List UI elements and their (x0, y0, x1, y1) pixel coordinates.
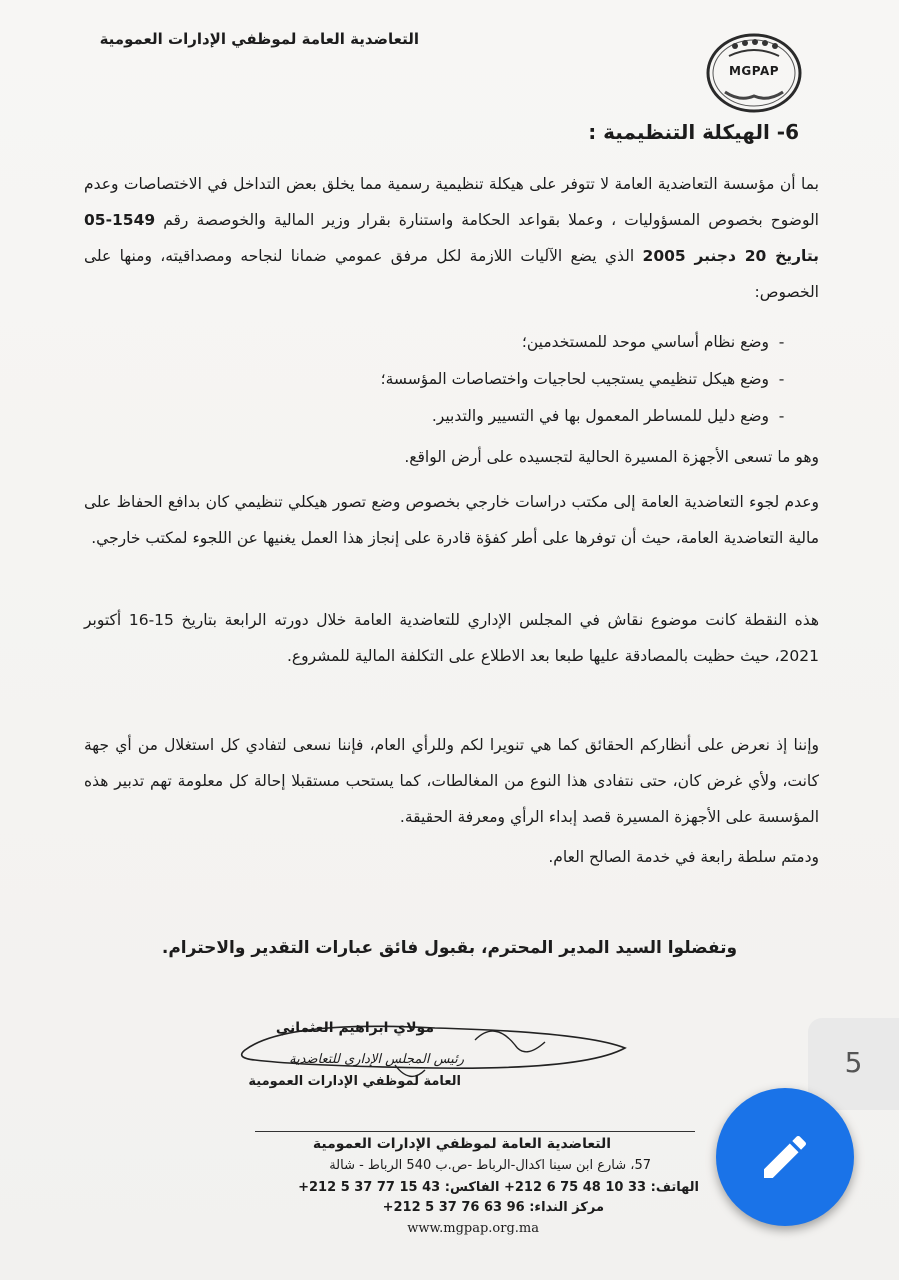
bullet-dash: - (778, 333, 785, 351)
signatory-role-line1: رئيس المجلس الإداري للتعاضدية (289, 1052, 464, 1067)
paragraph-fourth-power: ودمتم سلطة رابعة في خدمة الصالح العام. (548, 848, 819, 866)
signatory-name: مولاي ابراهيم العثماني (275, 1020, 434, 1036)
edit-button[interactable] (716, 1088, 854, 1226)
list-item (194, 324, 794, 361)
logo-text: MGPAP (728, 64, 780, 78)
footer-divider (255, 1131, 695, 1132)
bullet-dash: - (778, 370, 785, 388)
paragraph-board-meeting: هذه النقطة كانت موضوع نقاش في المجلس الإداري للتعاضدية العامة خلال دورته الرابعة بتاريخ 15-16 أكتوبر 2021، حيث حظيت بالمصادقة عليها طبعا بعد الاطلاع على التكلفة المالية للمشروع. (84, 611, 819, 665)
list-item (194, 398, 794, 435)
list-item (194, 361, 794, 398)
bullet-dash: - (778, 407, 785, 425)
bullet-text: وضع دليل للمساطر المعمول بها في التسيير والتدبير. (431, 407, 769, 425)
paragraph-external-office: وعدم لجوء التعاضدية العامة إلى مكتب دراسات خارجي بخصوص وضع تصور هيكلي تنظيمي كان بدافع الحفاظ على مالية التعاضدية العامة، حيث أن توفرها على أطر كفؤة قادرة على إنجاز هذا العمل يغنيها عن اللجوء لمكتب خارجي. (84, 493, 819, 547)
footer-org: التعاضدية العامة لموظفي الإدارات العمومية (312, 1136, 611, 1152)
footer-address: 57، شارع ابن سينا اكدال-الرباط -ص.ب 540 الرباط - شالة (329, 1158, 651, 1173)
pencil-icon (757, 1129, 813, 1185)
paragraph-intro-part1: بما أن مؤسسة التعاضدية العامة لا تتوفر على هيكلة تنظيمية رسمية مما يخلق بعض التداخل في الاختصاصات وعدم الوضوح بخصوص المسؤوليات ، وعملا بقواعد الحكامة واستنارة بقرار وزير المالية والخوصصة رقم (84, 175, 819, 229)
footer-call-center: مركز النداء: 96 63 76 37 5 212+ (382, 1200, 604, 1215)
header-org-name: التعاضدية العامة لموظفي الإدارات العمومية (99, 30, 419, 48)
paragraph-intro-part2: الذي يضع الآليات اللازمة لكل مرفق عمومي ضمانا لنجاحه ومصداقيته، ومنها على الخصوص: (84, 247, 819, 301)
footer-phone-fax: الهاتف: 33 10 48 75 6 212+ الفاكس: 43 15 77 37 5 212+ (298, 1180, 699, 1195)
bullet-text: وضع هيكل تنظيمي يستجيب لحاجيات واختصاصات المؤسسة؛ (380, 370, 769, 388)
closing-salutation: وتفضلوا السيد المدير المحترم، بقبول فائق عبارات التقدير والاحترام. (161, 938, 738, 958)
section-title: 6- الهيكلة التنظيمية : (588, 120, 799, 144)
bullet-text: وضع نظام أساسي موحد للمستخدمين؛ (521, 333, 769, 351)
page-number: 5 (844, 1046, 863, 1079)
paragraph-intro (84, 166, 819, 310)
mgpap-logo (705, 30, 803, 116)
line-after-bullets: وهو ما تسعى الأجهزة المسيرة الحالية لتجسيده على أرض الواقع. (404, 448, 819, 466)
paragraph-clarification: وإننا إذ نعرض على أنظاركم الحقائق كما هي تنويرا لكم وللرأي العام، فإننا نسعى لتفادي كل استغلال من أي جهة كانت، ولأي غرض كان، حتى نتفادى هذا النوع من المغالطات، كما يستحب مستقبلا إحالة كل معلومة تهم تدبير هذه المؤسسة على الأجهزة المسيرة قصد إبداء الرأي ومعرفة الحقيقة. (84, 736, 819, 826)
decree-reference: 1549-05 بتاريخ 20 دجنبر 2005 (84, 211, 820, 265)
bullet-list (194, 324, 794, 435)
page-number-badge (808, 1018, 899, 1110)
footer-website[interactable]: www.mgpap.org.ma (407, 1221, 539, 1236)
signatory-role-line2: العامة لموظفي الإدارات العمومية (248, 1074, 461, 1089)
